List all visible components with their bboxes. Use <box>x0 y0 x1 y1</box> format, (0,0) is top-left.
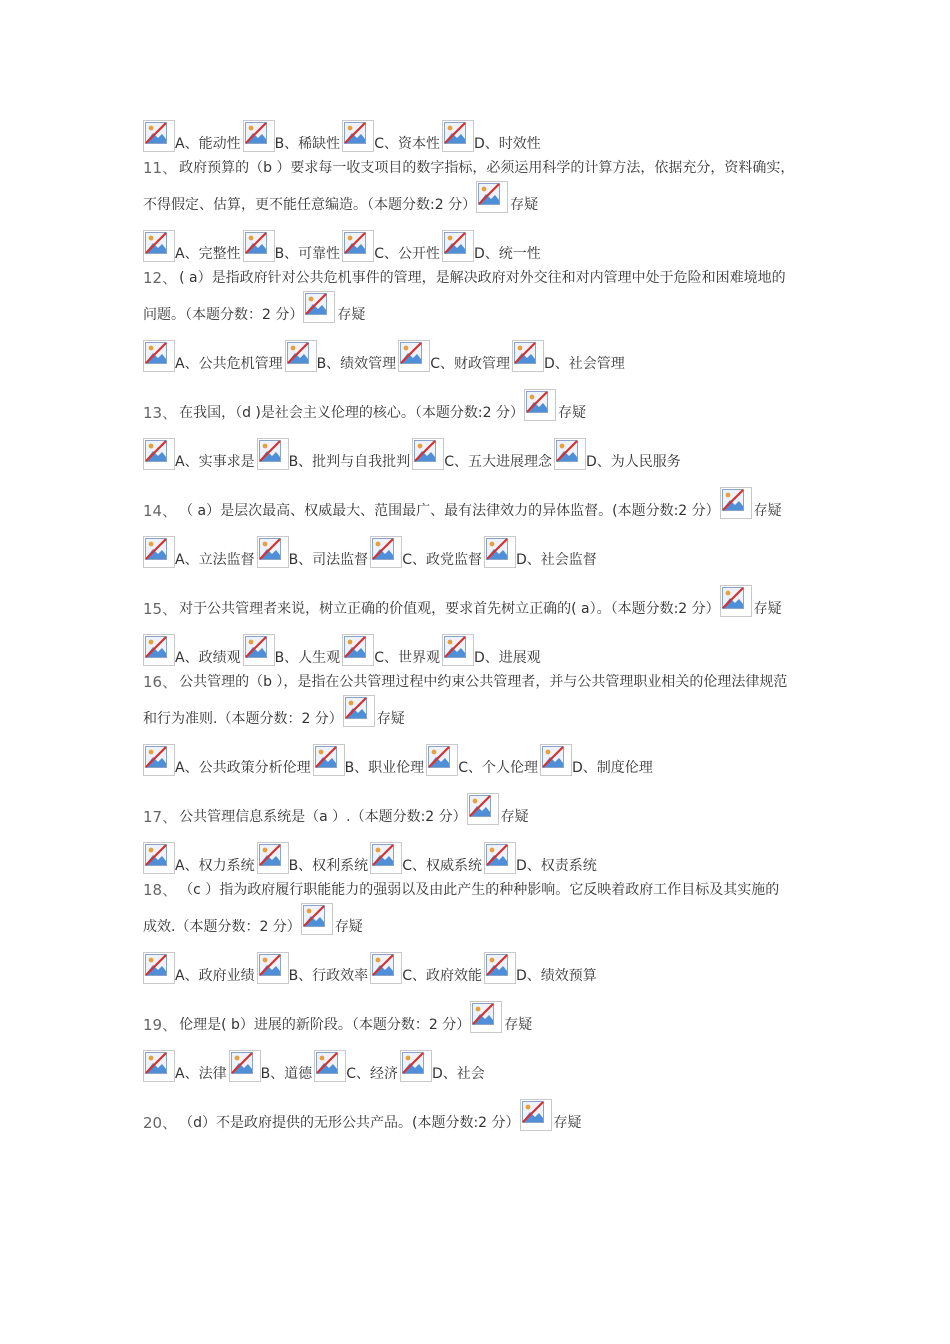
answer-option[interactable]: A、完整性 <box>175 246 241 262</box>
question-number: 12、 <box>143 269 178 287</box>
answer-option[interactable]: B、司法监督 <box>288 552 369 568</box>
question-line <box>143 264 813 288</box>
question-text: ( a）是指政府针对公共危机事件的管理，是解决政府对外交往和对内管理中处于危险和困难境地的 <box>179 270 786 286</box>
question-line-end <box>143 293 813 325</box>
question-line-end <box>143 697 813 729</box>
answer-option[interactable]: C、财政管理 <box>430 356 510 372</box>
question-number: 15、 <box>143 600 178 618</box>
question-number: 16、 <box>143 673 178 691</box>
question-line <box>143 876 813 900</box>
broken-image-icon <box>143 952 175 984</box>
question-line-end <box>143 905 813 937</box>
broken-image-icon <box>484 952 516 984</box>
broken-image-icon <box>314 1050 346 1082</box>
broken-image-icon <box>143 230 175 262</box>
answer-option[interactable]: A、能动性 <box>175 136 241 152</box>
broken-image-icon <box>143 634 175 666</box>
answer-option[interactable]: A、公共政策分析伦理 <box>175 760 311 776</box>
answer-option[interactable]: A、政绩观 <box>175 650 241 666</box>
broken-image-icon <box>476 181 508 213</box>
answer-options <box>143 844 813 876</box>
broken-image-icon <box>143 744 175 776</box>
answer-option[interactable]: D、绩效预算 <box>515 968 597 984</box>
question-text: 在我国，（d )是社会主义伦理的核心。（本题分数:2 分） <box>179 405 524 421</box>
question-text: 成效.（本题分数：2 分） <box>143 919 301 935</box>
answer-option[interactable]: C、政党监督 <box>402 552 482 568</box>
question-number: 13、 <box>143 404 178 422</box>
question-text: 公共管理的（b ），是指在公共管理过程中约束公共管理者，并与公共管理职业相关的伦理法律规范 <box>179 674 788 690</box>
answer-option[interactable]: B、批判与自我批判 <box>288 454 411 470</box>
broken-image-icon <box>342 634 374 666</box>
broken-image-icon <box>143 1050 175 1082</box>
broken-image-icon <box>243 230 275 262</box>
doubt-mark[interactable]: 存疑 <box>557 405 586 421</box>
broken-image-icon <box>720 487 752 519</box>
broken-image-icon <box>257 952 289 984</box>
answer-option[interactable]: D、社会管理 <box>543 356 625 372</box>
answer-option[interactable]: C、权威系统 <box>402 858 482 874</box>
answer-options <box>143 342 813 374</box>
question-text: 伦理是( b）进展的新阶段。（本题分数：2 分） <box>179 1017 471 1033</box>
question-line <box>143 489 813 521</box>
question-line <box>143 795 813 827</box>
broken-image-icon <box>143 340 175 372</box>
broken-image-icon <box>370 842 402 874</box>
broken-image-icon <box>143 438 175 470</box>
broken-image-icon <box>720 585 752 617</box>
broken-image-icon <box>257 536 289 568</box>
question-text: 对于公共管理者来说，树立正确的价值观，要求首先树立正确的( a）。（本题分数:2 分） <box>179 601 720 617</box>
broken-image-icon <box>442 230 474 262</box>
broken-image-icon <box>520 1099 552 1131</box>
answer-option[interactable]: D、进展观 <box>473 650 541 666</box>
broken-image-icon <box>470 1001 502 1033</box>
broken-image-icon <box>243 120 275 152</box>
question-number: 11、 <box>143 159 178 177</box>
broken-image-icon <box>524 389 556 421</box>
question-number: 20、 <box>143 1114 178 1132</box>
doubt-mark[interactable]: 存疑 <box>500 809 529 825</box>
broken-image-icon <box>484 536 516 568</box>
answer-option[interactable]: B、职业伦理 <box>344 760 425 776</box>
broken-image-icon <box>243 634 275 666</box>
broken-image-icon <box>442 634 474 666</box>
document-body <box>143 122 813 1133</box>
answer-options <box>143 538 813 570</box>
answer-option[interactable]: B、道德 <box>260 1066 313 1082</box>
broken-image-icon <box>343 695 375 727</box>
broken-image-icon <box>484 842 516 874</box>
question-text: 政府预算的（b ）要求每一收支项目的数字指标，必须运用科学的计算方法，依据充分，资料确实， <box>179 160 795 176</box>
question-text: 公共管理信息系统是（a ）.（本题分数:2 分） <box>179 809 467 825</box>
doubt-mark[interactable]: 存疑 <box>337 307 366 323</box>
answer-option[interactable]: A、权力系统 <box>175 858 255 874</box>
broken-image-icon <box>342 120 374 152</box>
answer-option[interactable]: A、公共危机管理 <box>175 356 283 372</box>
broken-image-icon <box>412 438 444 470</box>
broken-image-icon <box>512 340 544 372</box>
question-number: 17、 <box>143 808 178 826</box>
broken-image-icon <box>554 438 586 470</box>
answer-option[interactable]: D、时效性 <box>473 136 541 152</box>
doubt-mark[interactable]: 存疑 <box>376 711 405 727</box>
answer-options <box>143 954 813 986</box>
question-text: （c ）指为政府履行职能能力的强弱以及由此产生的种种影响。它反映着政府工作目标及其实施的 <box>179 882 780 898</box>
answer-option[interactable]: D、社会 <box>431 1066 485 1082</box>
answer-option[interactable]: A、法律 <box>175 1066 227 1082</box>
broken-image-icon <box>540 744 572 776</box>
broken-image-icon <box>398 340 430 372</box>
question-line <box>143 668 813 692</box>
question-line-end <box>143 183 813 215</box>
answer-option[interactable]: C、政府效能 <box>402 968 482 984</box>
answer-option[interactable]: C、世界观 <box>374 650 440 666</box>
answer-option[interactable]: A、立法监督 <box>175 552 255 568</box>
doubt-mark[interactable]: 存疑 <box>553 1115 582 1131</box>
answer-option[interactable]: B、绩效管理 <box>316 356 397 372</box>
question-line <box>143 1101 813 1133</box>
question-line <box>143 1003 813 1035</box>
answer-option[interactable]: D、为人民服务 <box>585 454 681 470</box>
answer-options <box>143 122 813 154</box>
question-line <box>143 587 813 619</box>
question-number: 18、 <box>143 881 178 899</box>
question-text: （ a）是层次最高、权威最大、范围最广、最有法律效力的异体监督。(本题分数:2 分） <box>179 503 720 519</box>
answer-options <box>143 746 813 778</box>
doubt-mark[interactable]: 存疑 <box>753 503 782 519</box>
answer-option[interactable]: C、公开性 <box>374 246 440 262</box>
answer-option[interactable]: B、可靠性 <box>274 246 341 262</box>
broken-image-icon <box>370 536 402 568</box>
answer-options <box>143 232 813 264</box>
answer-options <box>143 636 813 668</box>
question-text: 不得假定、估算，更不能任意编造。（本题分数:2 分） <box>143 197 477 213</box>
broken-image-icon <box>285 340 317 372</box>
answer-option[interactable]: D、社会监督 <box>515 552 597 568</box>
answer-option[interactable]: B、行政效率 <box>288 968 369 984</box>
broken-image-icon <box>426 744 458 776</box>
question-text: 问题。（本题分数：2 分） <box>143 307 304 323</box>
broken-image-icon <box>229 1050 261 1082</box>
answer-option[interactable]: A、政府业绩 <box>175 968 255 984</box>
broken-image-icon <box>400 1050 432 1082</box>
question-line <box>143 154 813 178</box>
broken-image-icon <box>257 438 289 470</box>
answer-option[interactable]: D、权责系统 <box>515 858 597 874</box>
answer-option[interactable]: B、稀缺性 <box>274 136 341 152</box>
question-text: （d）不是政府提供的无形公共产品。(本题分数:2 分） <box>179 1115 520 1131</box>
answer-option[interactable]: B、权利系统 <box>288 858 369 874</box>
broken-image-icon <box>313 744 345 776</box>
broken-image-icon <box>442 120 474 152</box>
question-number: 14、 <box>143 502 178 520</box>
answer-option[interactable]: D、统一性 <box>473 246 541 262</box>
broken-image-icon <box>301 903 333 935</box>
answer-options <box>143 1052 813 1084</box>
answer-option[interactable]: C、个人伦理 <box>458 760 538 776</box>
doubt-mark[interactable]: 存疑 <box>334 919 363 935</box>
answer-options <box>143 440 813 472</box>
broken-image-icon <box>370 952 402 984</box>
broken-image-icon <box>342 230 374 262</box>
question-line <box>143 391 813 423</box>
question-number: 19、 <box>143 1016 178 1034</box>
broken-image-icon <box>143 536 175 568</box>
doubt-mark[interactable]: 存疑 <box>504 1017 533 1033</box>
answer-option[interactable]: C、资本性 <box>374 136 440 152</box>
doubt-mark[interactable]: 存疑 <box>510 197 539 213</box>
question-text: 和行为准则.（本题分数：2 分） <box>143 711 343 727</box>
broken-image-icon <box>143 120 175 152</box>
answer-option[interactable]: D、制度伦理 <box>571 760 653 776</box>
answer-option[interactable]: A、实事求是 <box>175 454 255 470</box>
broken-image-icon <box>303 291 335 323</box>
answer-option[interactable]: C、经济 <box>346 1066 398 1082</box>
broken-image-icon <box>143 842 175 874</box>
broken-image-icon <box>257 842 289 874</box>
answer-option[interactable]: B、人生观 <box>274 650 341 666</box>
doubt-mark[interactable]: 存疑 <box>753 601 782 617</box>
answer-option[interactable]: C、五大进展理念 <box>444 454 552 470</box>
broken-image-icon <box>467 793 499 825</box>
